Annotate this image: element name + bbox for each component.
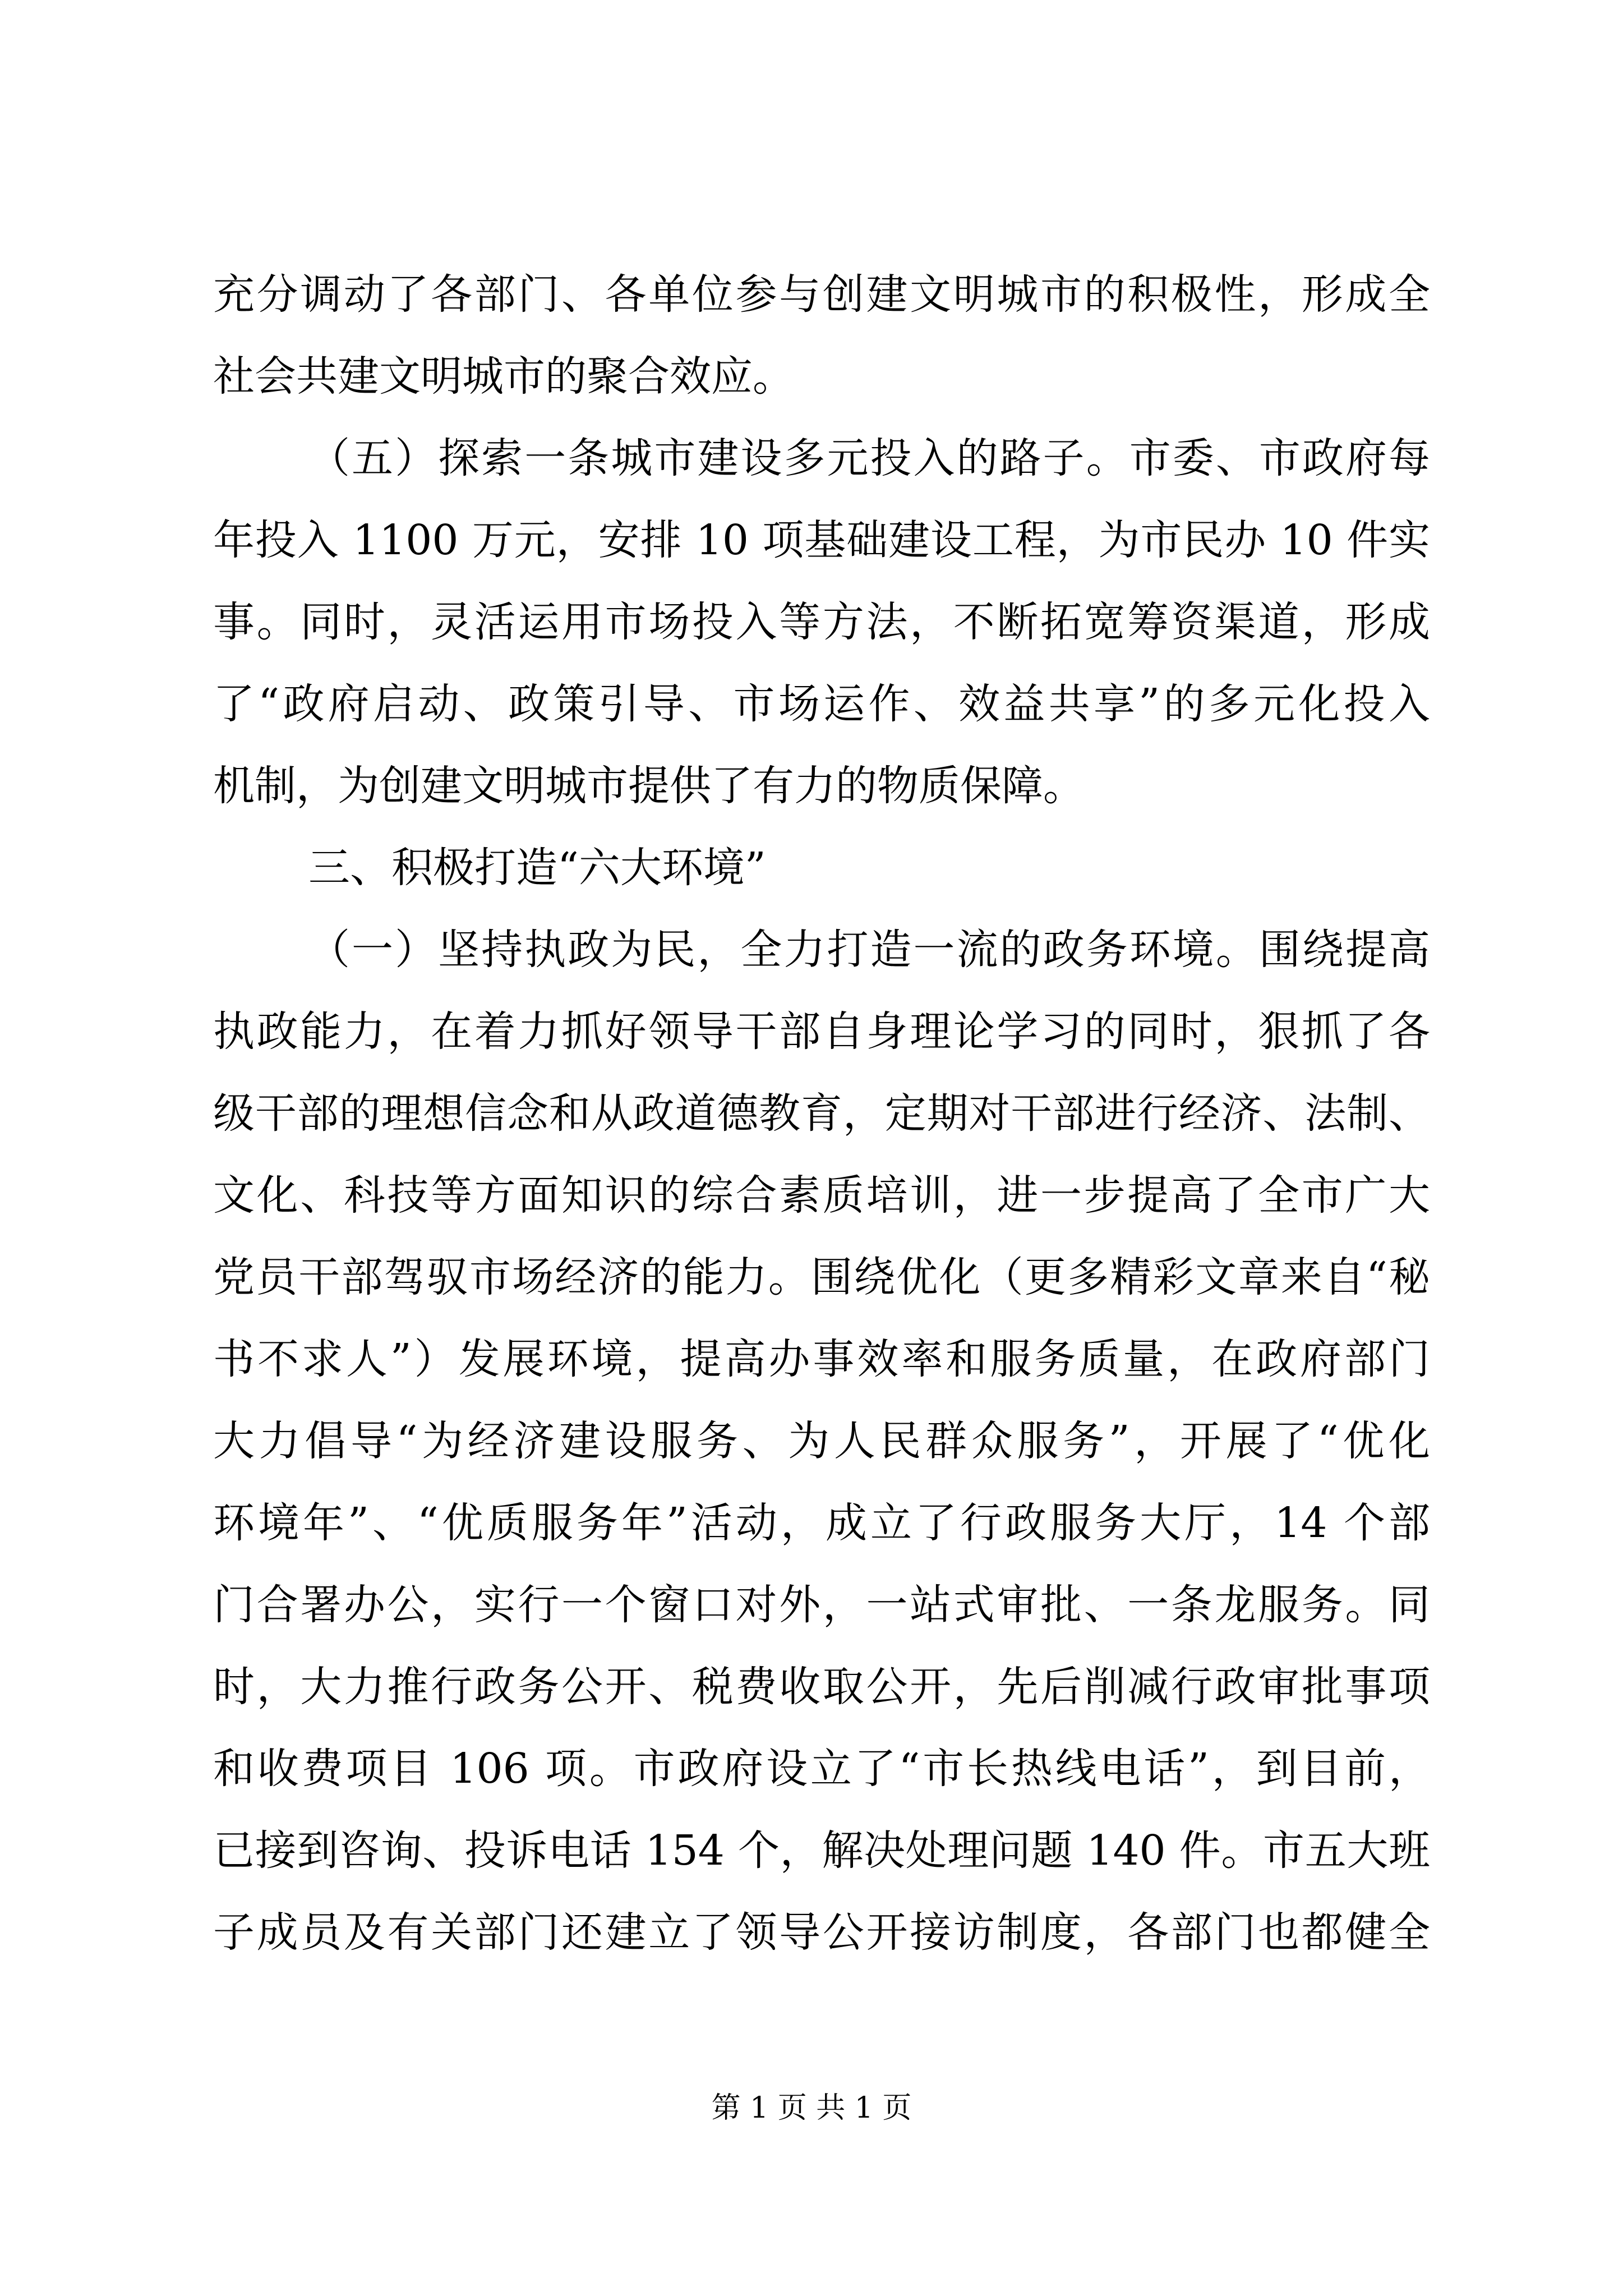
text-line: 机制，为创建文明城市提供了有力的物质保障。: [213, 762, 1085, 810]
text-line: 环境年”、“优质服务年”活动，成立了行政服务大厅，14 个部: [213, 1499, 1430, 1547]
text-line: 了“政府启动、政策引导、市场运作、效益共享”的多元化投入: [213, 680, 1430, 728]
text-line: 年投入 1100 万元，安排 10 项基础建设工程，为市民办 10 件实: [213, 516, 1430, 564]
text-line: 社会共建文明城市的聚合效应。: [213, 352, 794, 401]
text-line: （五）探索一条城市建设多元投入的路子。市委、市政府每: [308, 434, 1430, 482]
text-line: 三、积极打造“六大环境”: [308, 844, 766, 892]
text-line: （一）坚持执政为民，全力打造一流的政务环境。围绕提高: [308, 926, 1430, 974]
text-line: 和收费项目 106 项。市政府设立了“市长热线电话”，到目前，: [213, 1745, 1430, 1793]
page-footer: 第 1 页 共 1 页: [711, 2091, 912, 2125]
text-line: 执政能力，在着力抓好领导干部自身理论学习的同时，狠抓了各: [213, 1007, 1430, 1056]
text-line: 文化、科技等方面知识的综合素质培训，进一步提高了全市广大: [213, 1171, 1430, 1220]
text-line: 级干部的理想信念和从政道德教育，定期对干部进行经济、法制、: [213, 1089, 1430, 1138]
text-line: 门合署办公，实行一个窗口对外，一站式审批、一条龙服务。同: [213, 1581, 1430, 1629]
text-line: 已接到咨询、投诉电话 154 个，解决处理问题 140 件。市五大班: [213, 1826, 1430, 1875]
document-body: [213, 254, 1430, 1973]
text-line: 充分调动了各部门、各单位参与创建文明城市的积极性，形成全: [213, 270, 1430, 319]
text-line: 党员干部驾驭市场经济的能力。围绕优化（更多精彩文章来自“秘: [213, 1253, 1430, 1301]
text-line: 子成员及有关部门还建立了领导公开接访制度，各部门也都健全: [213, 1908, 1430, 1957]
text-line: 时，大力推行政务公开、税费收取公开，先后削减行政审批事项: [213, 1663, 1430, 1711]
text-line: 事。同时，灵活运用市场投入等方法，不断拓宽筹资渠道，形成: [213, 598, 1430, 646]
text-line: 书不求人”）发展环境，提高办事效率和服务质量，在政府部门: [213, 1335, 1430, 1383]
text-line: 大力倡导“为经济建设服务、为人民群众服务”，开展了“优化: [213, 1417, 1430, 1465]
